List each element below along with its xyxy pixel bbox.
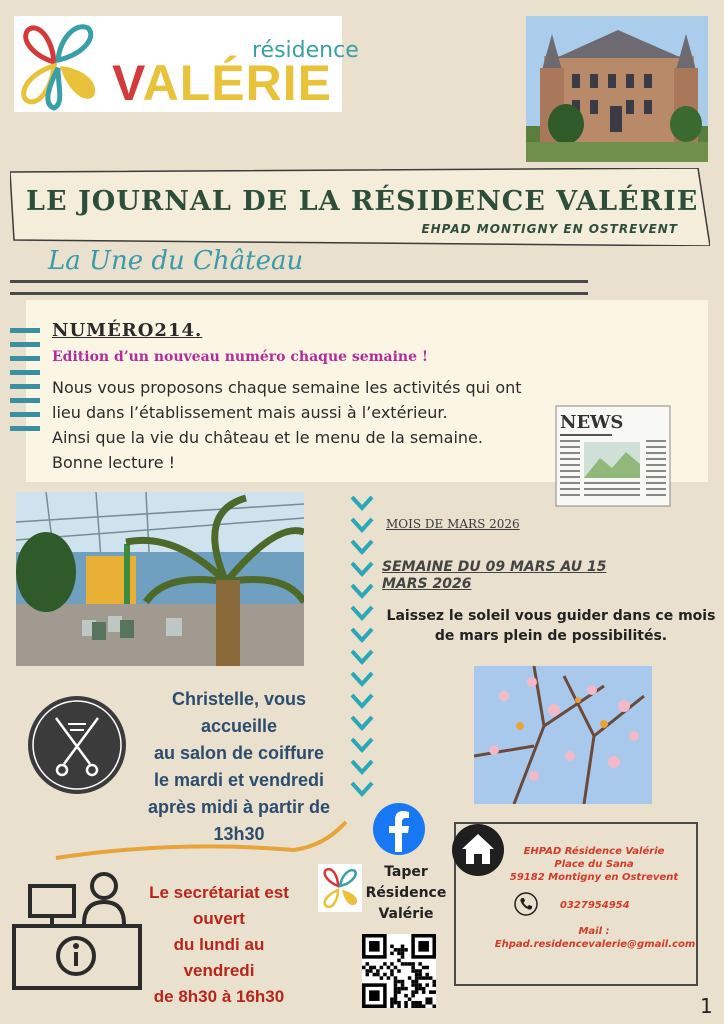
divider <box>10 280 588 283</box>
page-number: 1 <box>700 994 713 1018</box>
intro-line: Bonne lecture ! <box>52 453 176 472</box>
facebook-icon[interactable] <box>372 802 426 856</box>
scissors-comb-icon <box>26 694 128 796</box>
blossom-photo <box>474 666 652 804</box>
contact-mail[interactable]: Ehpad.residencevalerie@gmail.com <box>494 939 696 950</box>
chevron-down-icon <box>350 648 374 666</box>
coiffure-line: au salon de coiffure <box>153 743 325 763</box>
stripe <box>10 384 40 389</box>
chevron-down-icon <box>350 494 374 512</box>
chevron-down-icon <box>350 582 374 600</box>
journal-banner <box>10 168 710 246</box>
flower-logo-icon <box>14 16 104 112</box>
stripe <box>10 426 40 431</box>
intro-line: Nous vous proposons chaque semaine les activités qui ont <box>52 378 522 397</box>
home-icon <box>452 824 504 876</box>
contact-city: 59182 Montigny en Ostrevent <box>509 872 679 883</box>
winter-garden-photo <box>16 492 304 666</box>
issue-number: NUMÉRO214. <box>52 320 203 341</box>
divider <box>10 292 588 295</box>
news-label: NEWS <box>560 412 624 433</box>
chevron-down-icon <box>350 604 374 622</box>
stripe <box>10 328 40 333</box>
decorative-swoosh <box>54 820 354 870</box>
facebook-caption <box>356 862 456 925</box>
chevron-down-icon <box>350 538 374 556</box>
chevron-down-icon <box>350 516 374 534</box>
facebook-caption-line: Résidence <box>365 885 447 901</box>
month-message: Laissez le soleil vous guider dans ce mois de mars plein de possibilités. <box>386 608 716 644</box>
coiffure-line: 13h30 <box>213 824 265 844</box>
week-label: SEMAINE DU 09 MARS AU 15 MARS 2026 <box>382 559 607 592</box>
contact-street: Place du Sana <box>554 859 634 870</box>
journal-title: LE JOURNAL DE LA RÉSIDENCE VALÉRIE <box>26 186 699 217</box>
journal-subtitle: EHPAD MONTIGNY EN OSTREVENT <box>421 222 678 236</box>
qr-code-icon[interactable] <box>362 934 436 1008</box>
section-heading: La Une du Château <box>48 246 304 276</box>
coiffure-line: accueille <box>200 716 278 736</box>
secretariat-line: Le secrétariat est <box>149 883 289 902</box>
stripe <box>10 398 40 403</box>
coiffure-line: après midi à partir de <box>147 797 331 817</box>
facebook-caption-line: Valérie <box>378 906 434 922</box>
chateau-photo <box>526 16 708 162</box>
month-label: MOIS DE MARS 2026 <box>386 517 520 531</box>
phone-icon <box>514 892 538 916</box>
secretariat-line: vendredi <box>183 961 255 980</box>
newspaper-icon <box>550 402 676 510</box>
secretariat-line: du lundi au <box>173 935 265 954</box>
logo-v-letter: V <box>112 55 143 111</box>
coiffure-line: le mardi et vendredi <box>153 770 325 790</box>
chevron-down-icon <box>350 626 374 644</box>
secretariat-line: ouvert <box>193 909 245 928</box>
chevron-down-icon <box>350 560 374 578</box>
logo-residence-text: résidence <box>252 38 359 63</box>
residence-valerie-logo <box>14 16 359 112</box>
stripe <box>10 412 40 417</box>
intro-line: lieu dans l’établissement mais aussi à l’extérieur. <box>52 403 448 422</box>
logo-name-rest: ALÉRIE <box>142 55 332 111</box>
edition-note: Edition d’un nouveau numéro chaque semaine ! <box>52 349 428 365</box>
stripe <box>10 370 40 375</box>
secretariat-hours <box>116 880 322 1010</box>
small-flower-logo-icon <box>318 864 362 912</box>
secretariat-line: de 8h30 à 16h30 <box>153 987 285 1006</box>
contact-mail-label: Mail : <box>578 926 610 937</box>
facebook-caption-line: Taper <box>384 864 428 880</box>
contact-name: EHPAD Résidence Valérie <box>523 846 665 857</box>
stripe <box>10 342 40 347</box>
stripe <box>10 356 40 361</box>
contact-phone[interactable]: 0327954954 <box>560 900 630 911</box>
coiffure-line: Christelle, vous <box>171 689 307 709</box>
logo-valerie-text <box>112 54 332 112</box>
intro-line: Ainsi que la vie du château et le menu de la semaine. <box>52 428 483 447</box>
